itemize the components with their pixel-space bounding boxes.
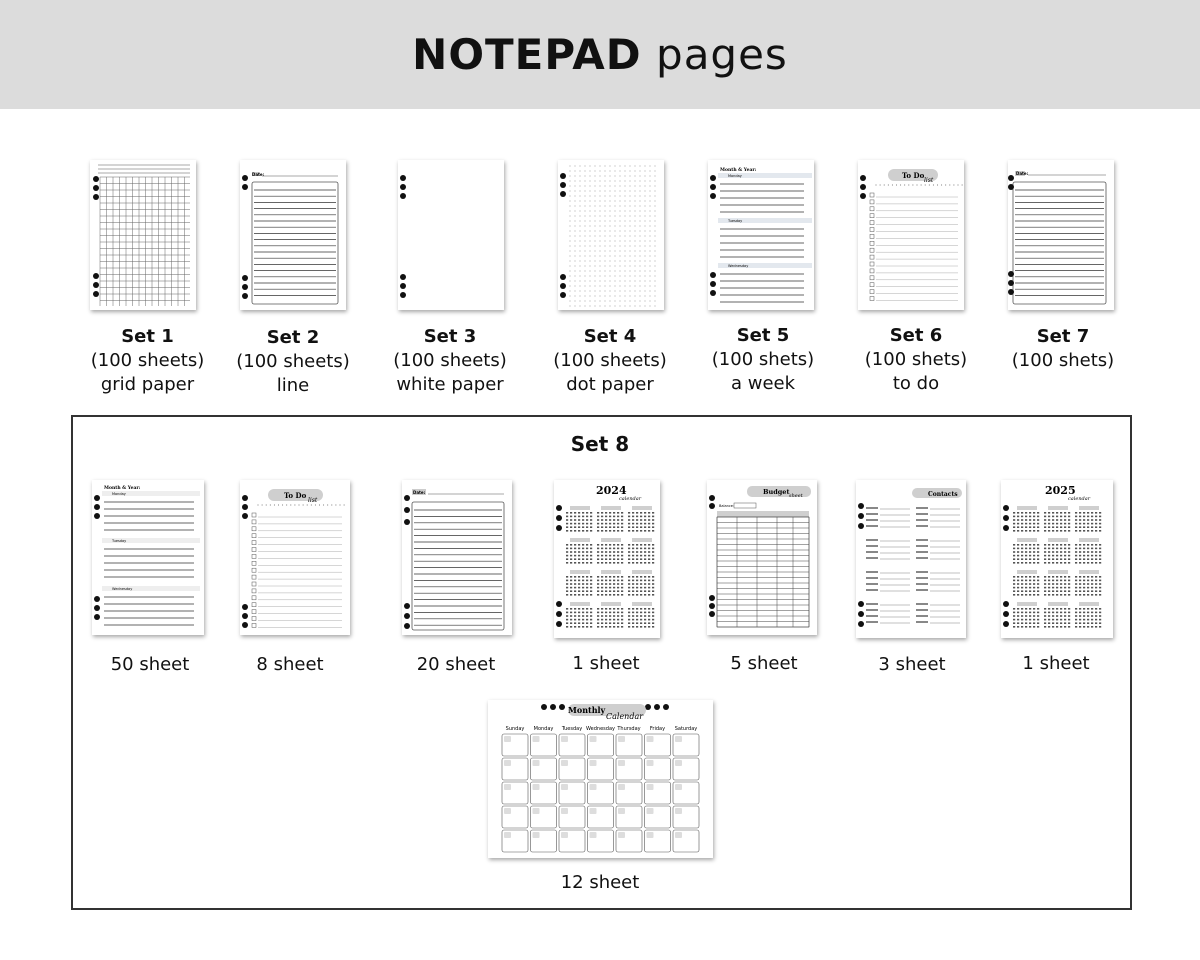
set-type: a week [730,373,796,394]
contacts-drawing [856,480,966,638]
todo-title: To Do [902,171,925,180]
count-week: 50 sheet [110,654,190,675]
set-type: white paper [396,374,504,395]
count-line: 20 sheet [416,654,496,675]
todo-drawing [240,480,350,635]
thumb-set8-year-2024 [554,480,660,638]
set-type: grid paper [100,374,195,395]
balance-label: Balance: [719,504,735,508]
weekday-label: Saturday [674,726,698,732]
set-label: Set 4 [583,326,637,347]
thumb-set8-line [402,480,512,635]
header-banner [0,0,1200,109]
calendar-script: calendar [619,496,642,502]
date-label-8: Date: [413,490,426,495]
set-sheets: (100 sheets) [393,350,507,371]
day-wednesday: Wednesday [112,587,133,591]
budget-title: Budget [763,488,790,496]
week-paper-drawing [708,160,814,310]
caption-set3 [375,325,525,397]
day-monday: Monday [112,492,126,496]
set-label: Set 5 [736,325,790,346]
weekday-label: Thursday [617,726,641,732]
yearly-calendar-2025 [1001,480,1113,638]
thumb-set8-budget [707,480,817,635]
yearly-calendar-2024 [554,480,660,638]
count-contacts: 3 sheet [878,654,946,675]
title-light: pages [656,30,788,79]
caption-set6 [843,324,989,396]
weekday-label: Monday [533,726,554,732]
lined-paper-drawing-7 [1008,160,1114,310]
year-2025: 2025 [1045,484,1076,497]
date-label-7: Date: [1016,171,1029,176]
title-bold: NOTEPAD [412,30,642,79]
white-paper-drawing [398,160,504,310]
caption-set7 [990,325,1136,373]
weekday-label: Tuesday [561,726,583,732]
thumb-set4-dot [558,160,664,310]
lined-drawing-8 [402,480,512,635]
caption-set5 [690,324,836,396]
thumb-set8-contacts [856,480,966,638]
count-todo: 8 sheet [256,654,324,675]
set-sheets: (100 sheets) [553,350,667,371]
count-monthly: 12 sheet [560,872,640,893]
thumb-set8-monthly [488,700,713,858]
date-label: Date: [252,172,265,177]
count-2025: 1 sheet [1022,653,1090,674]
count-2024: 1 sheet [572,653,640,674]
set-type: line [276,375,310,396]
month-year-label: Month & Year: [104,486,141,491]
thumb-set8-year-2025 [1001,480,1113,638]
set-label: Set 3 [423,326,477,347]
thumb-set2-line [240,160,346,310]
count-budget: 5 sheet [730,653,798,674]
dot-paper-drawing [558,160,664,310]
set-type: dot paper [566,374,654,395]
day-tuesday: Tuesday [112,539,127,543]
set-label: Set 6 [889,325,943,346]
lined-paper-drawing [240,160,346,310]
weekday-label: Wednesday [586,726,615,732]
weekday-label: Sunday [505,726,525,732]
thumb-set3-white [398,160,504,310]
set-sheets: (100 shets) [711,349,815,370]
calendar-script-2025: calendar [1068,496,1091,502]
budget-script: sheet [789,493,803,499]
day-wednesday: Wednesday [728,264,749,268]
thumb-set8-week [92,480,204,635]
budget-drawing [707,480,817,635]
weekday-label: Friday [649,726,666,732]
todo-title: To Do [284,491,307,500]
set-label: Set 7 [1036,326,1090,347]
set-sheets: (100 sheets) [90,350,205,371]
caption-set4 [535,325,685,397]
thumb-set8-todo [240,480,350,635]
todo-script: list [924,177,934,184]
month-year-label: Month & Year: [720,168,757,173]
page-title [412,30,788,79]
thumb-set7-line [1008,160,1114,310]
todo-paper-drawing [858,160,964,310]
set8-title: Set 8 [570,432,630,456]
set-type: to do [892,373,940,394]
set-label: Set 2 [266,327,320,348]
set-sheets: (100 shets) [864,349,968,370]
day-tuesday: Tuesday [728,219,743,223]
monthly-title: Monthly [568,705,606,715]
caption-set1 [70,325,225,397]
monthly-calendar-drawing [488,700,713,858]
set-label: Set 1 [121,326,174,347]
caption-set2 [220,326,366,398]
year-2024: 2024 [596,484,627,497]
grid-paper-drawing [90,160,196,310]
contacts-title: Contacts [928,491,958,498]
thumb-set6-todo [858,160,964,310]
thumb-set1-grid [90,160,196,310]
todo-script: list [308,497,318,504]
thumb-set5-week [708,160,814,310]
set-sheets: (100 shets) [1011,350,1115,371]
monthly-script: Calendar [606,712,644,721]
day-monday: Monday [728,174,742,178]
set-sheets: (100 sheets) [236,351,350,372]
week-drawing [92,480,204,635]
